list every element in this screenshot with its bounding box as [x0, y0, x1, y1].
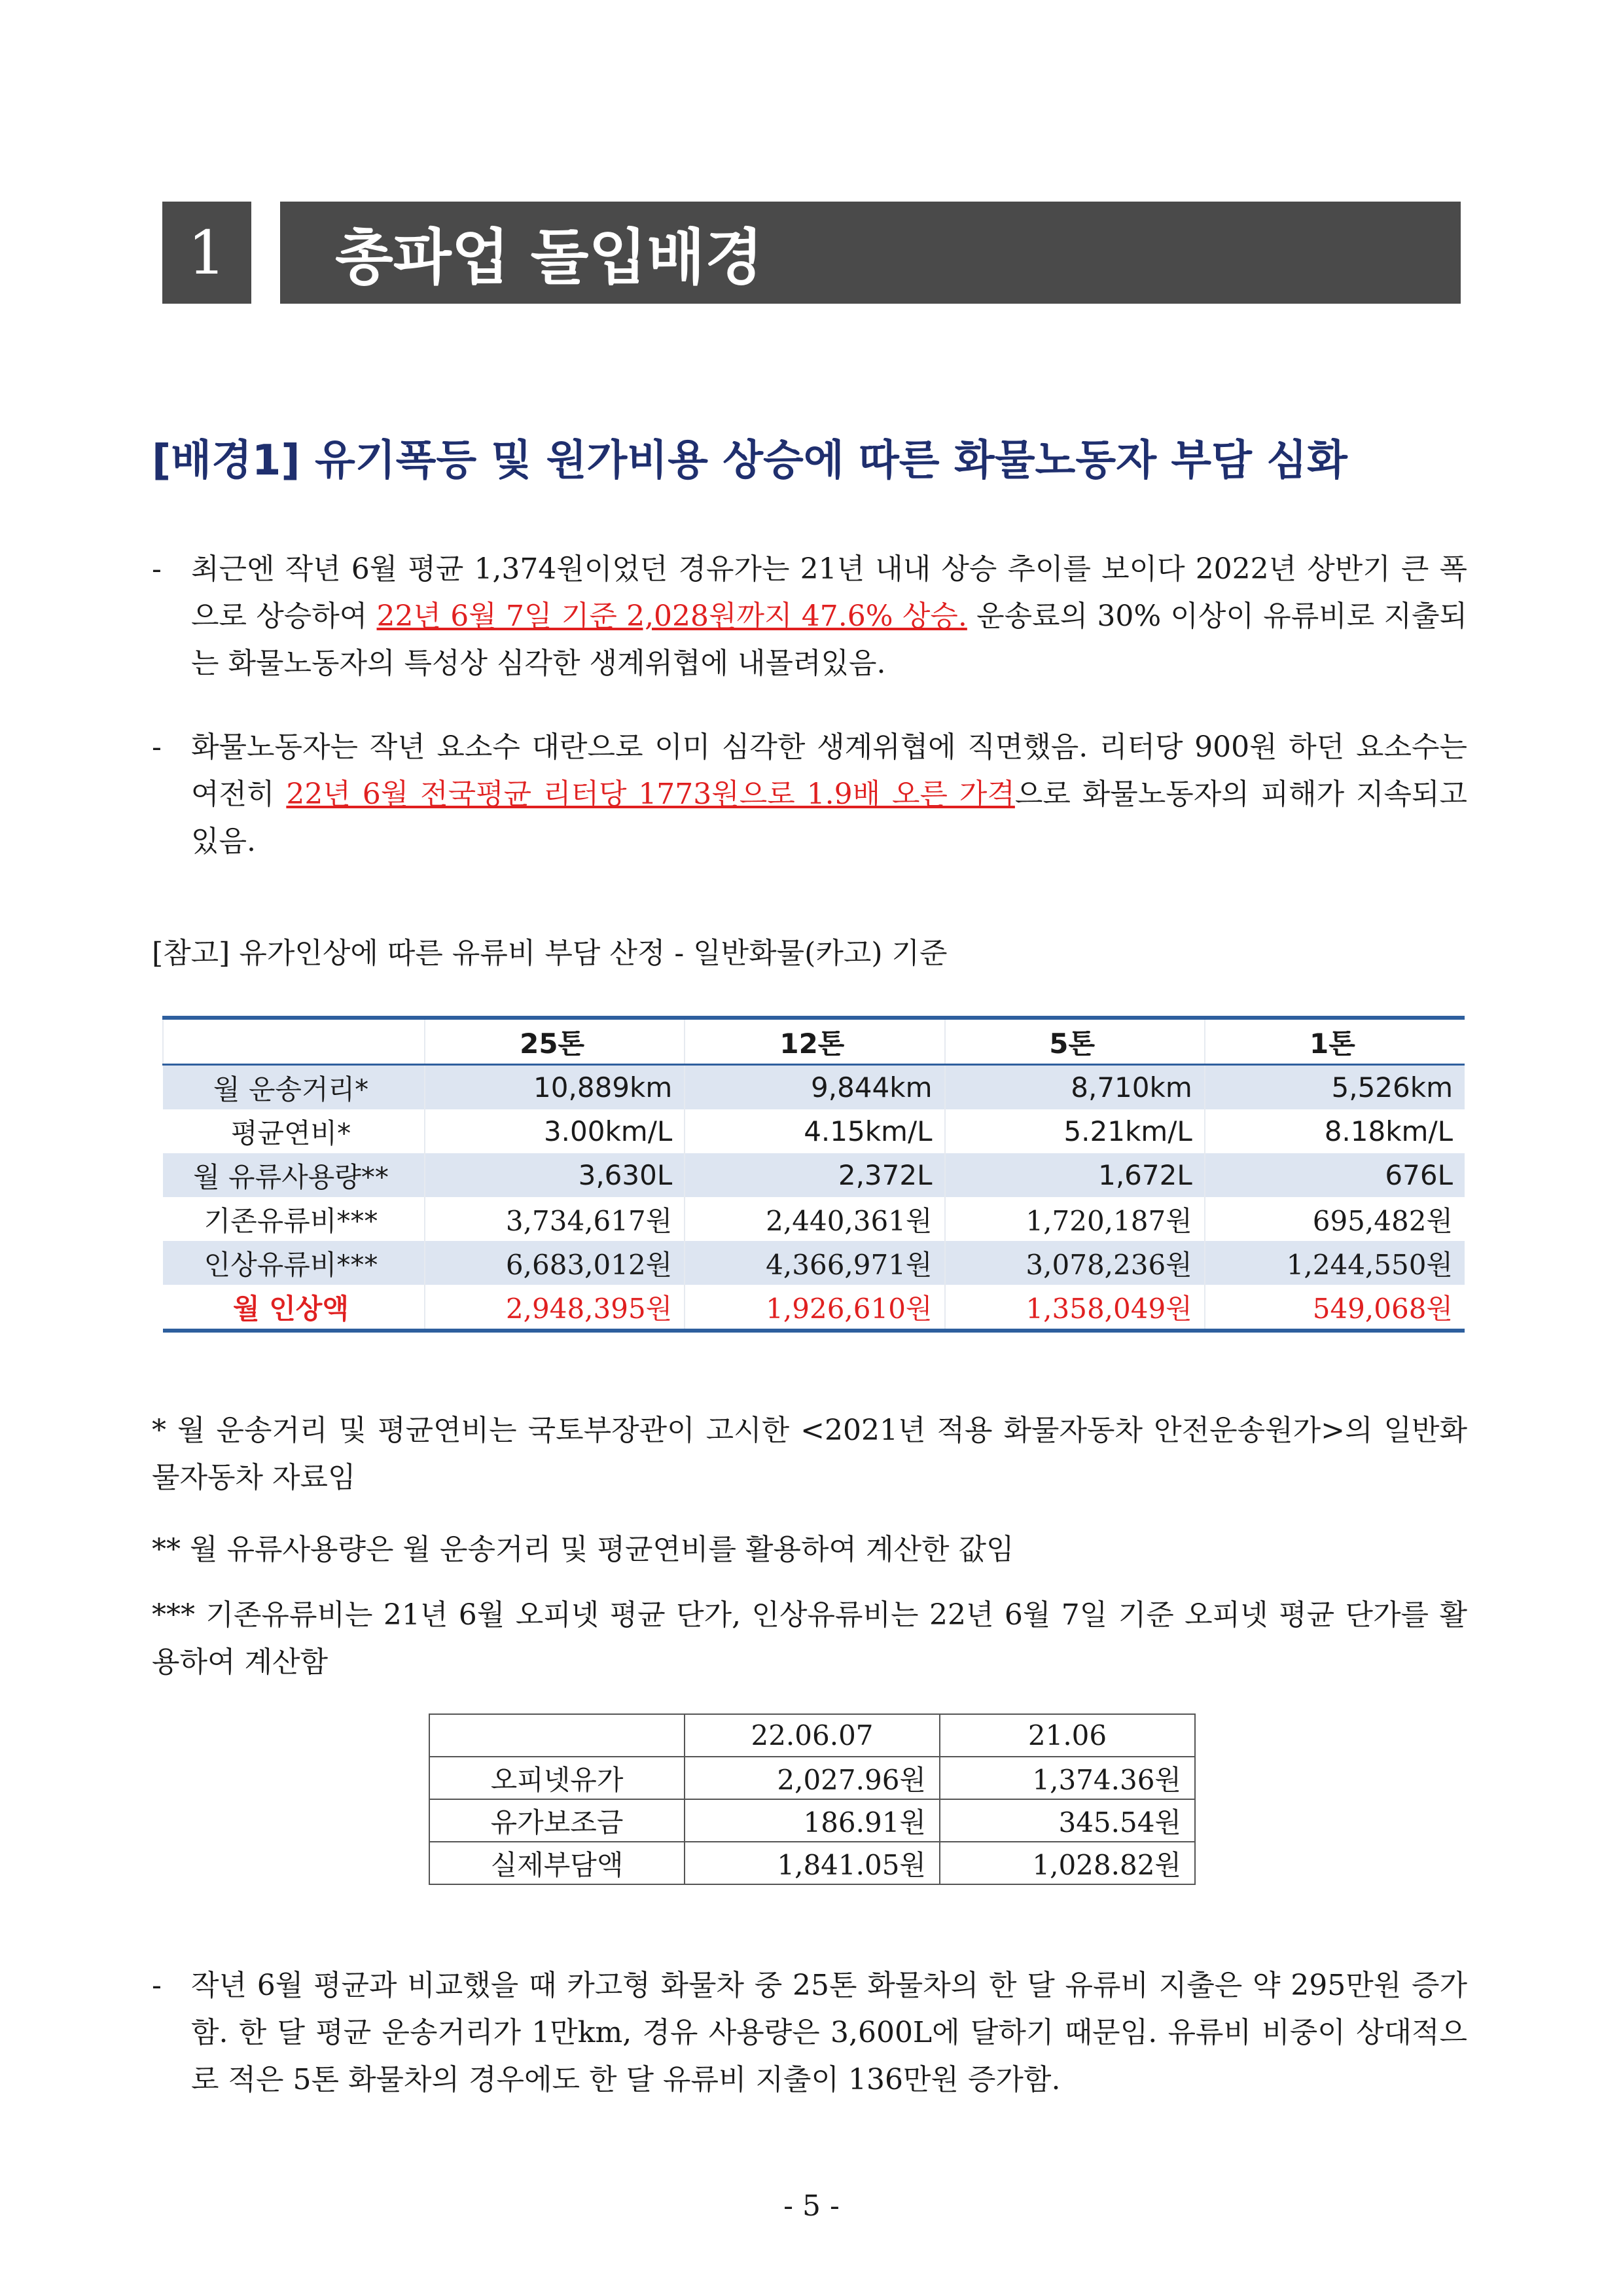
table-cell: 695,482원	[1205, 1197, 1465, 1241]
row-label: 월 운송거리*	[163, 1065, 425, 1110]
table-cell: 3,630L	[425, 1153, 685, 1197]
footnote-2: ** 월 유류사용량은 월 운송거리 및 평균연비를 활용하여 계산한 값임	[152, 1533, 1014, 1566]
fuel-cost-table	[162, 1016, 1465, 1333]
table-cell: 1,841.05원	[685, 1842, 940, 1884]
table-header-cell: 1톤	[1205, 1018, 1465, 1065]
table-row	[429, 1757, 1195, 1799]
bullet-dash: -	[152, 730, 162, 764]
highlight-text: 22년 6월 전국평균 리터당 1773원으로 1.9배 오른 가격	[286, 778, 1015, 811]
table-cell: 3,078,236원	[945, 1241, 1205, 1285]
bullet-paragraph-3	[152, 1962, 1467, 2104]
table-row	[163, 1241, 1465, 1285]
bullet-paragraph-1	[152, 546, 1467, 687]
table-header-cell: 5톤	[945, 1018, 1205, 1065]
footnote-1: * 월 운송거리 및 평균연비는 국토부장관이 고시한 <2021년 적용 화물자동차 안전운송원가>의 일반화물자동차 자료임	[152, 1414, 1467, 1494]
table-cell: 1,672L	[945, 1153, 1205, 1197]
table-row	[163, 1109, 1465, 1153]
fuel-price-table	[429, 1713, 1196, 1885]
table-header-cell	[429, 1714, 685, 1757]
bullet-text-part: 최근엔 작년 6월 평균 1,374원이었던 경유가는 21년 내내 상승 추이를 보이다 2022년 상반기 큰 폭으로 상승하여	[191, 552, 1467, 633]
table-header-row	[163, 1018, 1465, 1065]
page-number: - 5 -	[783, 2189, 840, 2223]
table-cell: 549,068원	[1205, 1285, 1465, 1331]
table-cell: 1,926,610원	[685, 1285, 944, 1331]
bullet-dash: -	[152, 1969, 162, 2002]
bullet-dash: -	[152, 552, 162, 586]
bullet-text	[191, 546, 1467, 687]
table-row	[163, 1153, 1465, 1197]
table-header-row	[429, 1714, 1195, 1757]
bullet-text	[191, 724, 1467, 865]
table-cell: 2,440,361원	[685, 1197, 944, 1241]
table-cell: 1,358,049원	[945, 1285, 1205, 1331]
table-header-cell: 22.06.07	[685, 1714, 940, 1757]
section-title: 총파업 돌입배경	[280, 202, 1461, 304]
row-label: 오피넷유가	[429, 1757, 685, 1799]
row-label: 인상유류비***	[163, 1241, 425, 1285]
table-cell: 3.00km/L	[425, 1109, 685, 1153]
table-cell: 1,720,187원	[945, 1197, 1205, 1241]
table-cell: 3,734,617원	[425, 1197, 685, 1241]
bullet-text-part: 운송료의 30% 이상이 유류비로 지출되는 화물노동자의 특성상 심각한 생계위협에 내몰려있음.	[191, 600, 1467, 680]
table-cell: 2,948,395원	[425, 1285, 685, 1331]
row-label: 실제부담액	[429, 1842, 685, 1884]
table-cell: 8,710km	[945, 1065, 1205, 1110]
highlight-text: 22년 6월 7일 기준 2,028원까지 47.6% 상승.	[376, 600, 967, 633]
table-cell: 1,244,550원	[1205, 1241, 1465, 1285]
row-label: 유가보조금	[429, 1799, 685, 1842]
table-cell: 1,374.36원	[940, 1757, 1195, 1799]
footnote-3: *** 기존유류비는 21년 6월 오피넷 평균 단가, 인상유류비는 22년 6월 7일 기준 오피넷 평균 단가를 활용하여 계산함	[152, 1598, 1467, 1679]
reference-title: [참고] 유가인상에 따른 유류비 부담 산정 - 일반화물(카고) 기준	[152, 937, 948, 970]
table-cell: 4,366,971원	[685, 1241, 944, 1285]
table-header-cell: 21.06	[940, 1714, 1195, 1757]
row-label: 기존유류비***	[204, 1204, 378, 1237]
table-cell: 4.15km/L	[685, 1109, 944, 1153]
table-header-cell: 25톤	[425, 1018, 685, 1065]
background-heading: [배경1] 유기폭등 및 원가비용 상승에 따른 화물노동자 부담 심화	[152, 437, 1347, 485]
table-cell: 2,027.96원	[685, 1757, 940, 1799]
bullet-text: 작년 6월 평균과 비교했을 때 카고형 화물차 중 25톤 화물차의 한 달 유류비 지출은 약 295만원 증가함. 한 달 평균 운송거리가 1만km, 경유 사용량은 3,600L에 달하기 때문임. 유류비 비중이 상대적으로 적은 5톤 화물차의 경우에도 한 달 유류비 지출이 136만원 증가함.	[191, 1969, 1467, 2096]
table-cell: 186.91원	[685, 1799, 940, 1842]
table-row	[429, 1799, 1195, 1842]
table-cell: 9,844km	[685, 1065, 944, 1110]
table-cell: 10,889km	[425, 1065, 685, 1110]
table-cell: 8.18km/L	[1205, 1109, 1465, 1153]
bullet-paragraph-2	[152, 724, 1467, 865]
table-cell: 1,028.82원	[940, 1842, 1195, 1884]
table-cell: 5,526km	[1205, 1065, 1465, 1110]
row-label: 월 인상액	[233, 1292, 349, 1325]
table-cell: 6,683,012원	[425, 1241, 685, 1285]
table-cell: 676L	[1205, 1153, 1465, 1197]
table-row	[163, 1065, 1465, 1110]
table-cell: 345.54원	[940, 1799, 1195, 1842]
table-row	[429, 1842, 1195, 1884]
table-cell: 5.21km/L	[945, 1109, 1205, 1153]
table-row	[163, 1197, 1465, 1241]
bullet-text-part: 으로 화물노동자의 피해가 지속되고 있음.	[191, 778, 1468, 858]
section-number: 1	[162, 202, 251, 304]
table-header-cell	[163, 1018, 425, 1065]
row-label: 평균연비*	[230, 1117, 351, 1149]
table-header-cell: 12톤	[685, 1018, 944, 1065]
table-cell: 2,372L	[685, 1153, 944, 1197]
row-label: 월 유류사용량**	[163, 1153, 425, 1197]
table-row	[163, 1285, 1465, 1331]
bullet-text-part: 화물노동자는 작년 요소수 대란으로 이미 심각한 생계위협에 직면했음. 리터당 900원 하던 요소수는 여전히	[191, 730, 1467, 811]
